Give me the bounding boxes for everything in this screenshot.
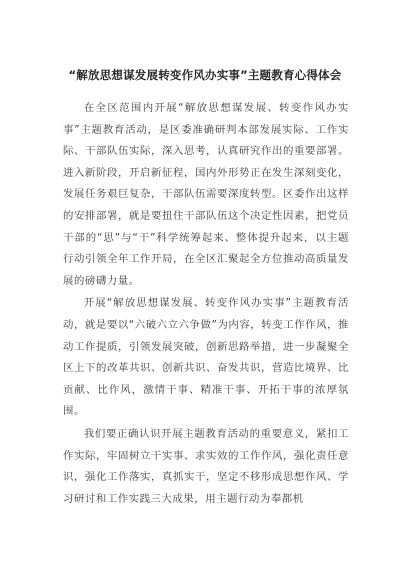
document-body: [63, 98, 349, 511]
paragraph-2: 开展“解放思想谋发展、转变作风办实事”主题教育活动，就是要以“六破六立六争做”为内容，转变工作作风，推动工作提质，引领发展突破，创新思路举措，进一步凝聚全区上下的改革共识、创新共识、奋发共识，营造比境界、比贡献、比作风，激情干事、精准干事、开拓干事的浓厚氛围。: [63, 297, 349, 418]
document-title: “解放思想谋发展转变作风办实事”主题教育心得体会: [68, 68, 342, 82]
paragraph-3: 我们要正确认识开展主题教育活动的重要意义，紧扣工作实际，牢固树立干实事、求实效的工作作风，强化责任意识，强化工作落实，真抓实干，坚定不移形成思想作风、学习研讨和工作实践三大成果，用主题行动为奉都机: [63, 427, 349, 505]
paragraph-1: 在全区范围内开展“解放思想谋发展、转变作风办实事”主题教育活动，是区委准确研判本部发展实际、工作实际、干部队伍实际，深入思考，认真研究作出的重要部署。进入新阶段，开启新征程，国内外形势正在发生深刻变化，发展任务艰巨复杂，干部队伍需要深度转型。区委作出这样的安排部署，就是要扭住干部队伍这个决定性因素，把党员干部的“思”与“干”科学统筹起来、整体提升起来，以主题行动引领全年工作开局，在全区汇聚起全方位推动高质量发展的磅礴力量。: [63, 102, 349, 287]
